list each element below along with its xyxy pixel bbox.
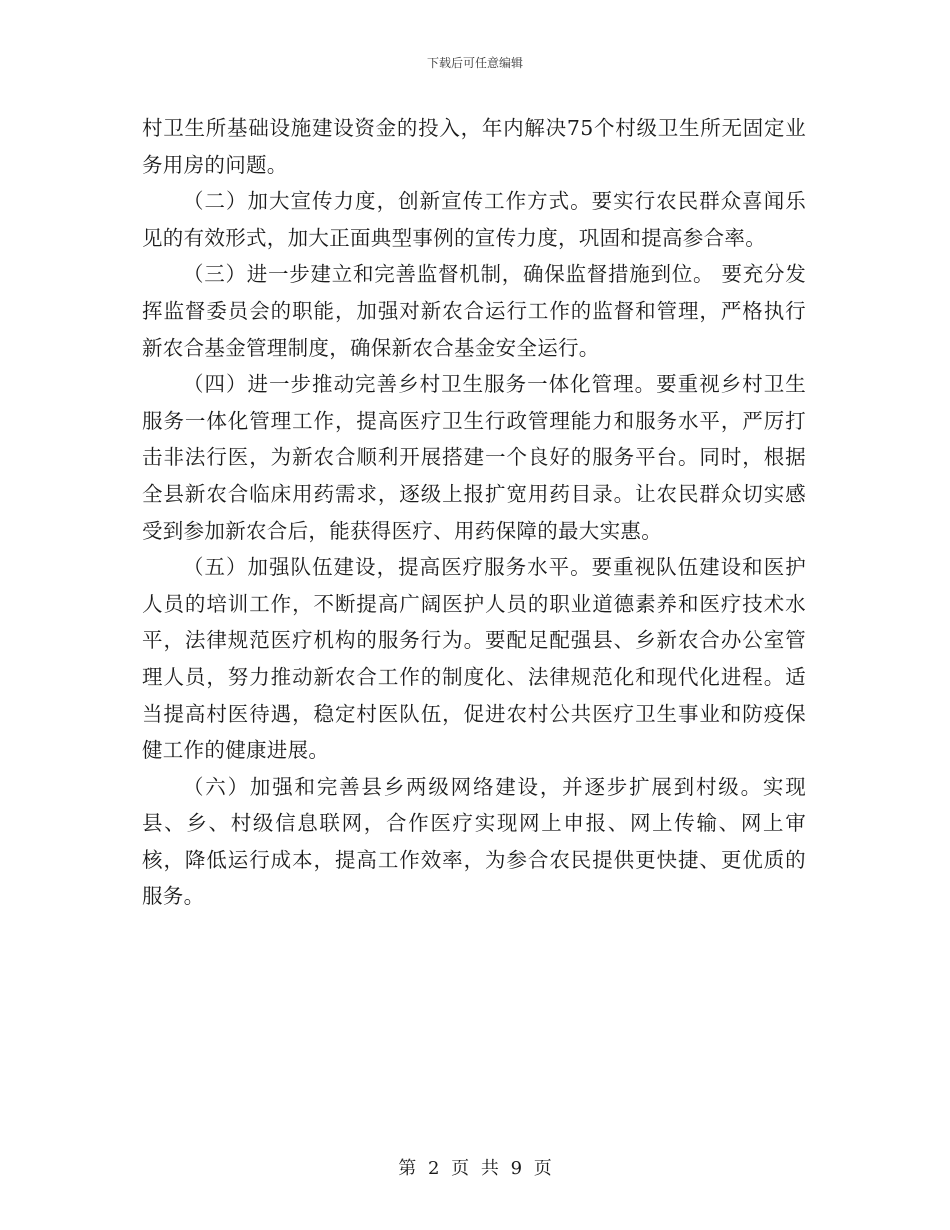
paragraph-2-publicity: （二）加大宣传力度，创新宣传工作方式。要实行农民群众喜闻乐见的有效形式，加大正面典型事例的宣传力度，巩固和提高参合率。 <box>142 189 806 250</box>
document-body <box>142 110 806 915</box>
paragraph-3-supervision: （三）进一步建立和完善监督机制，确保监督措施到位。 要充分发挥监督委员会的职能，加强对新农合运行工作的监督和管理，严格执行新农合基金管理制度，确保新农合基金安全运行。 <box>142 262 806 360</box>
paragraph-6-network: （六）加强和完善县乡两级网络建设，并逐步扩展到村级。实现县、乡、村级信息联网，合作医疗实现网上申报、网上传输、网上审核，降低运行成本，提高工作效率，为参合农民提供更快捷、更优质的服务。 <box>142 774 806 909</box>
paragraph-5-team-building: （五）加强队伍建设，提高医疗服务水平。要重视队伍建设和医护人员的培训工作，不断提高广阔医护人员的职业道德素养和医疗技术水平，法律规范医疗机构的服务行为。要配足配强县、乡新农合办公室管理人员，努力推动新农合工作的制度化、法律规范化和现代化进程。适当提高村医待遇，稳定村医队伍，促进农村公共医疗卫生事业和防疫保健工作的健康进展。 <box>142 555 806 763</box>
paragraph-continuation: 村卫生所基础设施建设资金的投入，年内解决75个村级卫生所无固定业务用房的问题。 <box>142 116 806 177</box>
page-header-note: 下载后可任意编辑 <box>426 56 523 70</box>
paragraph-4-integration: （四）进一步推动完善乡村卫生服务一体化管理。要重视乡村卫生服务一体化管理工作，提高医疗卫生行政管理能力和服务水平，严厉打击非法行医，为新农合顺利开展搭建一个良好的服务平台。同时，根据全县新农合临床用药需求，逐级上报扩宽用药目录。让农民群众切实感受到参加新农合后，能获得医疗、用药保障的最大实惠。 <box>142 372 806 543</box>
page-number: 第 2 页 共 9 页 <box>398 1158 552 1179</box>
